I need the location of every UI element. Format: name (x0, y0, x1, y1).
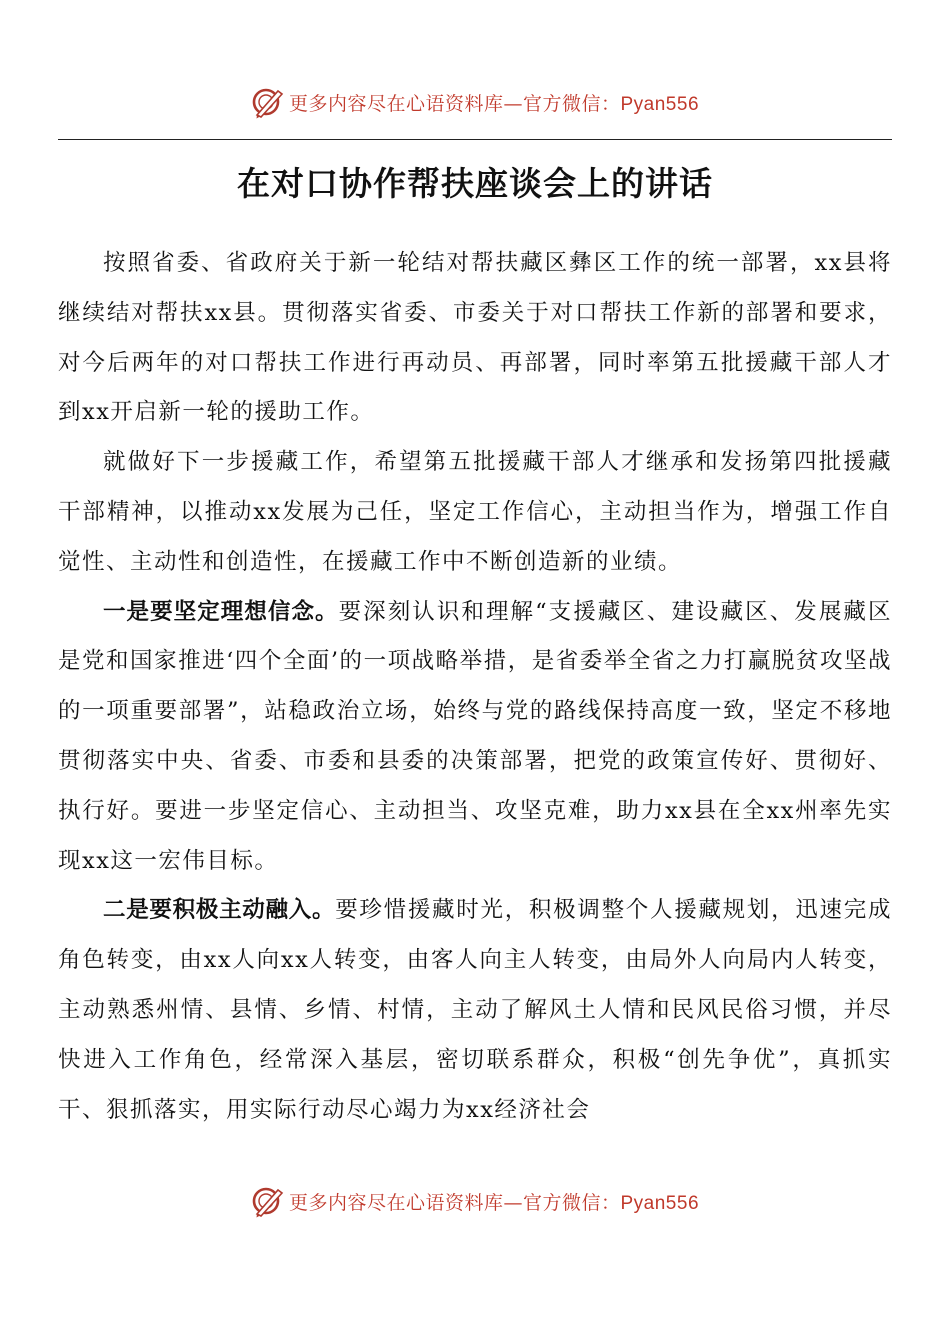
banner-wechat-label: 官方微信： (522, 92, 621, 115)
paragraph-text: 按照省委、省政府关于新一轮结对帮扶藏区彝区工作的统一部署，xx县将继续结对帮扶xx县。贯彻落实省委、市委关于对口帮扶工作新的部署和要求，对今后两年的对口帮扶工作进行再动员、再部署，同时率第五批援藏干部人才到xx开启新一轮的援助工作。 (58, 250, 892, 426)
paragraph-2 (58, 438, 892, 587)
footer-banner (0, 1181, 950, 1221)
paragraph-1 (58, 239, 892, 438)
pen-circle-logo-icon (251, 1184, 285, 1218)
document-body (58, 239, 892, 1135)
document-title: 在对口协作帮扶座谈会上的讲话 (237, 164, 713, 203)
paragraph-lead: 二是要积极主动融入。 (103, 897, 336, 924)
header-banner (0, 82, 950, 122)
banner-text (289, 1188, 699, 1215)
paragraph-text: 就做好下一步援藏工作，希望第五批援藏干部人才继承和发扬第四批援藏干部精神，以推动xx发展为己任，坚定工作信心，主动担当作为，增强工作自觉性、主动性和创造性，在援藏工作中不断创造新的业绩。 (58, 449, 892, 575)
banner-wechat-id: Pyan556 (620, 1192, 700, 1214)
paragraph-3 (58, 588, 892, 887)
header-divider (58, 139, 892, 140)
banner-brand: 更多内容尽在心语资料库 (288, 92, 504, 115)
paragraph-4 (58, 886, 892, 1135)
banner-separator: — (503, 92, 523, 115)
banner-wechat-label: 官方微信： (522, 1191, 621, 1214)
banner-separator: — (503, 1191, 523, 1214)
banner-text (289, 89, 699, 116)
banner-brand: 更多内容尽在心语资料库 (288, 1191, 504, 1214)
paragraph-text: 要深刻认识和理解“支援藏区、建设藏区、发展藏区是党和国家推进‘四个全面’的一项战略举措，是省委举全省之力打赢脱贫攻坚战的一项重要部署”，站稳政治立场，始终与党的路线保持高度一致，坚定不移地贯彻落实中央、省委、市委和县委的决策部署，把党的政策宣传好、贯彻好、执行好。要进一步坚定信心、主动担当、攻坚克难，助力xx县在全xx州率先实现xx这一宏伟目标。 (58, 598, 892, 874)
pen-circle-logo-icon (251, 85, 285, 119)
banner-wechat-id: Pyan556 (620, 93, 700, 115)
paragraph-lead: 一是要坚定理想信念。 (103, 598, 339, 625)
paragraph-text: 要珍惜援藏时光，积极调整个人援藏规划，迅速完成角色转变，由xx人向xx人转变，由客人向主人转变，由局外人向局内人转变，主动熟悉州情、县情、乡情、村情，主动了解风土人情和民风民俗习惯，并尽快进入工作角色，经常深入基层，密切联系群众，积极“创先争优”，真抓实干、狠抓落实，用实际行动尽心竭力为xx经济社会 (58, 897, 892, 1123)
